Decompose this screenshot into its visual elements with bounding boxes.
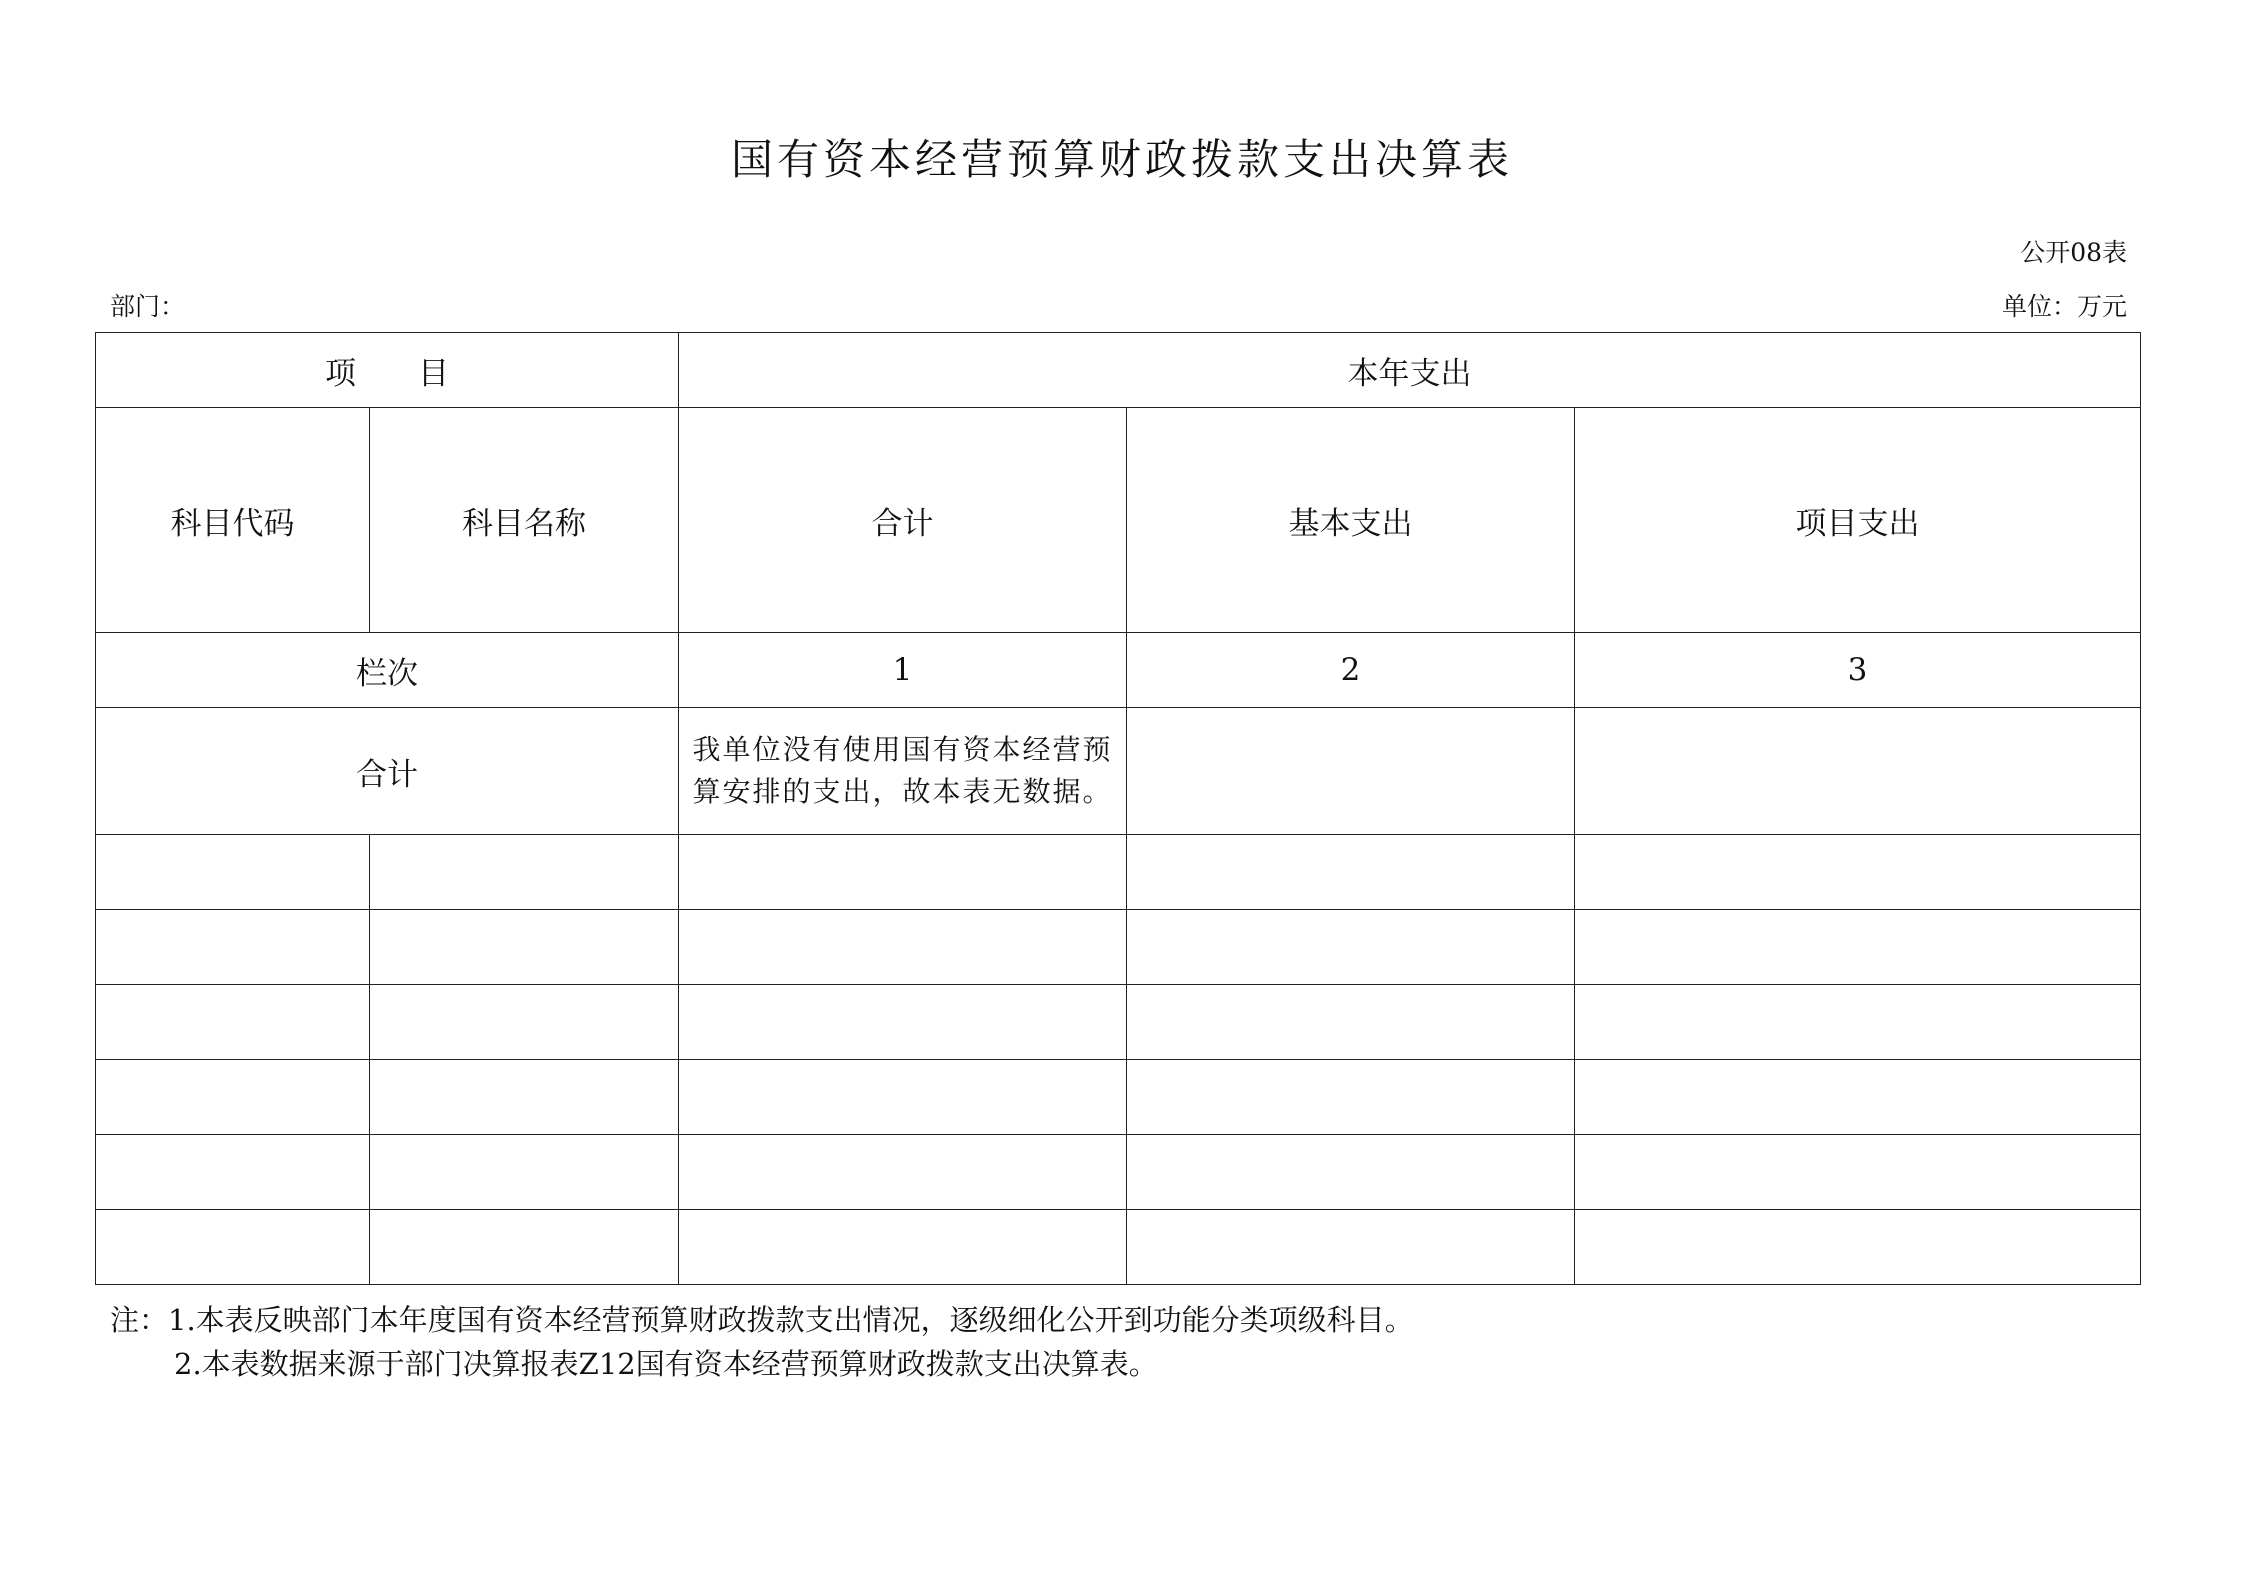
footnote-1: 注：1.本表反映部门本年度国有资本经营预算财政拨款支出情况，逐级细化公开到功能分类项级科目。 — [110, 1303, 1414, 1337]
table-cell — [96, 1135, 370, 1210]
total-basic-cell — [1127, 708, 1575, 835]
table-cell — [370, 835, 679, 910]
footnote-2: 2.本表数据来源于部门决算报表Z12国有资本经营预算财政拨款支出决算表。 — [174, 1347, 1158, 1381]
form-code: 公开08表 — [2020, 238, 2127, 267]
table-row — [96, 985, 2141, 1060]
table-cell — [370, 1210, 679, 1285]
table-row — [96, 1210, 2141, 1285]
header-project-expenditure: 项目支出 — [1575, 408, 2141, 633]
table-cell — [370, 1060, 679, 1135]
table-cell — [1575, 910, 2141, 985]
header-row-2 — [96, 408, 2141, 633]
table-cell — [1575, 985, 2141, 1060]
header-total: 合计 — [679, 408, 1127, 633]
total-row — [96, 708, 2141, 835]
table-cell — [96, 835, 370, 910]
table-cell — [96, 1060, 370, 1135]
table-row — [96, 835, 2141, 910]
table-cell — [1127, 835, 1575, 910]
header-subject-name: 科目名称 — [370, 408, 679, 633]
page-title: 国有资本经营预算财政拨款支出决算表 — [730, 135, 1513, 184]
table-cell — [1127, 1210, 1575, 1285]
table-cell — [1575, 1210, 2141, 1285]
table-cell — [1127, 910, 1575, 985]
no-data-note: 我单位没有使用国有资本经营预算安排的支出，故本表无数据。 — [679, 708, 1127, 835]
expenditure-table — [95, 332, 2141, 1285]
table-cell — [1575, 835, 2141, 910]
table-cell — [1127, 1060, 1575, 1135]
department-label: 部门： — [110, 292, 186, 321]
header-row-1 — [96, 333, 2141, 408]
table-row — [96, 1135, 2141, 1210]
table-cell — [1575, 1060, 2141, 1135]
table-cell — [679, 1060, 1127, 1135]
table-cell — [679, 910, 1127, 985]
table-cell — [1575, 1135, 2141, 1210]
column-number-2: 2 — [1127, 633, 1575, 708]
table-cell — [370, 910, 679, 985]
table-cell — [1127, 985, 1575, 1060]
table-cell — [96, 985, 370, 1060]
table-cell — [96, 910, 370, 985]
column-number-label: 栏次 — [96, 633, 679, 708]
header-current-year: 本年支出 — [679, 333, 2141, 408]
table-cell — [370, 985, 679, 1060]
header-subject-code: 科目代码 — [96, 408, 370, 633]
table-cell — [679, 1135, 1127, 1210]
column-number-row — [96, 633, 2141, 708]
table-cell — [1127, 1135, 1575, 1210]
table-row — [96, 910, 2141, 985]
total-label: 合计 — [96, 708, 679, 835]
table-cell — [679, 835, 1127, 910]
table-cell — [96, 1210, 370, 1285]
column-number-3: 3 — [1575, 633, 2141, 708]
footnotes — [110, 1298, 1414, 1386]
column-number-1: 1 — [679, 633, 1127, 708]
header-item: 项 目 — [96, 333, 679, 408]
table-cell — [679, 1210, 1127, 1285]
table-cell — [679, 985, 1127, 1060]
header-basic-expenditure: 基本支出 — [1127, 408, 1575, 633]
table-row — [96, 1060, 2141, 1135]
unit-label: 单位：万元 — [2001, 292, 2127, 321]
total-project-cell — [1575, 708, 2141, 835]
table-cell — [370, 1135, 679, 1210]
